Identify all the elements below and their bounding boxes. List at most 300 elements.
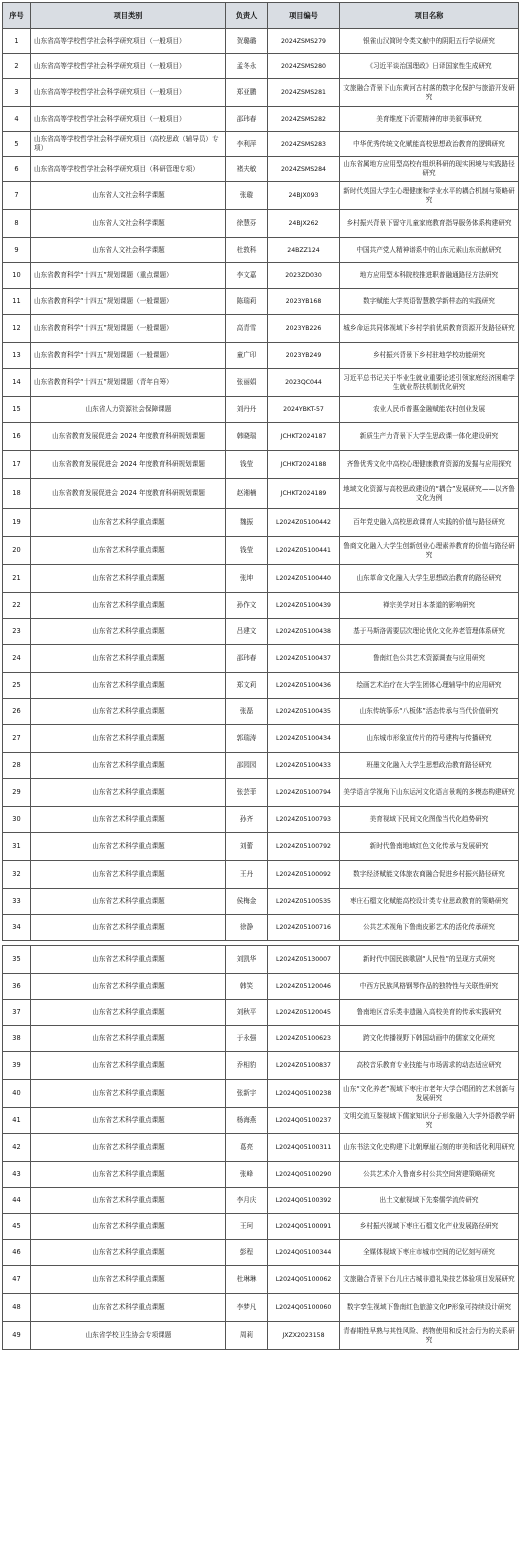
- row-number-cell: 32: [3, 861, 31, 889]
- row-number-cell: 24: [3, 645, 31, 673]
- project-name-cell: 绘画艺术治疗在大学生团体心理辅导中的应用研究: [340, 673, 519, 699]
- leader-cell: 王珂: [226, 1214, 268, 1240]
- table-row: [3, 807, 519, 833]
- leader-cell: 王丹: [226, 861, 268, 889]
- category-cell: 山东省艺术科学重点课题: [31, 1108, 226, 1134]
- category-cell: 山东省学校卫生协会专项课题: [31, 1322, 226, 1350]
- code-cell: JCHKT2024189: [268, 479, 340, 509]
- category-cell: 山东省艺术科学重点课题: [31, 619, 226, 645]
- category-cell: 山东省教育科学“十四五”规划课题（一般课题）: [31, 315, 226, 343]
- category-cell: 山东省高等学校哲学社会科学研究项目（一般项目）: [31, 79, 226, 107]
- category-cell: 山东省高等学校哲学社会科学研究项目（一般项目）: [31, 107, 226, 132]
- row-number-cell: 27: [3, 725, 31, 753]
- code-cell: L2024Z05120046: [268, 974, 340, 1000]
- category-cell: 山东省艺术科学重点课题: [31, 537, 226, 565]
- leader-cell: 张磊: [226, 699, 268, 725]
- row-number-cell: 28: [3, 753, 31, 779]
- table-row: [3, 451, 519, 479]
- leader-cell: 韩笑: [226, 974, 268, 1000]
- code-cell: L2024Z05100535: [268, 889, 340, 915]
- category-cell: 山东省艺术科学重点课题: [31, 974, 226, 1000]
- code-cell: L2024Q05100238: [268, 1080, 340, 1108]
- table-row: [3, 369, 519, 397]
- table-row: [3, 1000, 519, 1026]
- leader-cell: 陈瑞莉: [226, 289, 268, 315]
- code-cell: L2024Q05100392: [268, 1188, 340, 1214]
- code-cell: L2024Z05100793: [268, 807, 340, 833]
- leader-cell: 杨海燕: [226, 1108, 268, 1134]
- category-cell: 山东省教育科学“十四五”规划课题（一般课题）: [31, 289, 226, 315]
- table-row: [3, 1026, 519, 1052]
- row-number-cell: 33: [3, 889, 31, 915]
- table-row: [3, 753, 519, 779]
- leader-cell: 彭程: [226, 1240, 268, 1266]
- code-cell: L2024Z05100794: [268, 779, 340, 807]
- header-leader: 负责人: [226, 3, 268, 29]
- code-cell: L2024Z05100433: [268, 753, 340, 779]
- row-number-cell: 48: [3, 1294, 31, 1322]
- leader-cell: 孟冬永: [226, 54, 268, 79]
- table-row: [3, 699, 519, 725]
- row-number-cell: 13: [3, 343, 31, 369]
- code-cell: L2024Q05100311: [268, 1134, 340, 1162]
- code-cell: L2024Z05100435: [268, 699, 340, 725]
- code-cell: L2024Q05100290: [268, 1162, 340, 1188]
- code-cell: 2023YB168: [268, 289, 340, 315]
- code-cell: L2024Z05100442: [268, 509, 340, 537]
- project-name-cell: 班墨文化融入大学生思想政治教育路径研究: [340, 753, 519, 779]
- table-row: [3, 537, 519, 565]
- leader-cell: 孙作文: [226, 593, 268, 619]
- code-cell: L2024Z05100437: [268, 645, 340, 673]
- table-row: [3, 1294, 519, 1322]
- row-number-cell: 14: [3, 369, 31, 397]
- code-cell: L2024Z05100440: [268, 565, 340, 593]
- row-number-cell: 1: [3, 29, 31, 54]
- category-cell: 山东省艺术科学重点课题: [31, 1052, 226, 1080]
- table-row: [3, 974, 519, 1000]
- table-row: [3, 1240, 519, 1266]
- leader-cell: 张新宇: [226, 1080, 268, 1108]
- code-cell: 2023QC044: [268, 369, 340, 397]
- code-cell: 24BJX093: [268, 182, 340, 210]
- table-row: [3, 54, 519, 79]
- table-row: [3, 1134, 519, 1162]
- category-cell: 山东省人文社会科学课题: [31, 182, 226, 210]
- leader-cell: 李月庆: [226, 1188, 268, 1214]
- project-name-cell: 枣庄石榴文化赋能高校设计类专业思政教育的策略研究: [340, 889, 519, 915]
- leader-cell: 刘丹丹: [226, 397, 268, 423]
- leader-cell: 刘蕾: [226, 833, 268, 861]
- project-name-cell: 中国共产党人精神谱系中的山东元素山东贡献研究: [340, 238, 519, 263]
- project-name-cell: 农业人民币普惠金融赋能农村创业发展: [340, 397, 519, 423]
- category-cell: 山东省艺术科学重点课题: [31, 1294, 226, 1322]
- project-name-cell: 文旅融合背景下台儿庄古城非遗礼染技艺体验项目发展研究: [340, 1266, 519, 1294]
- table-row: [3, 673, 519, 699]
- category-cell: 山东省艺术科学重点课题: [31, 1000, 226, 1026]
- table-row: [3, 861, 519, 889]
- leader-cell: 张璇: [226, 182, 268, 210]
- row-number-cell: 2: [3, 54, 31, 79]
- leader-cell: 李利萍: [226, 132, 268, 157]
- project-name-cell: 乡村振兴背景下留守儿童家庭教育指导服务体系构建研究: [340, 210, 519, 238]
- project-name-cell: 山东书法文化史构建下北朝摩崖石刻的审美和活化利用研究: [340, 1134, 519, 1162]
- table-row: [3, 263, 519, 289]
- table-row: [3, 132, 519, 157]
- leader-cell: 邵玮春: [226, 107, 268, 132]
- category-cell: 山东省高等学校哲学社会科学研究项目（一般项目）: [31, 54, 226, 79]
- leader-cell: 吕建文: [226, 619, 268, 645]
- table-row: [3, 915, 519, 941]
- code-cell: L2024Q05100062: [268, 1266, 340, 1294]
- table-row: [3, 182, 519, 210]
- category-cell: 山东省艺术科学重点课题: [31, 946, 226, 974]
- code-cell: L2024Z05100439: [268, 593, 340, 619]
- project-name-cell: 新时代英国大学生心理健康和学业水平的耦合机制与策略研究: [340, 182, 519, 210]
- project-name-cell: 美育视域下民间文化图像当代化趋势研究: [340, 807, 519, 833]
- row-number-cell: 38: [3, 1026, 31, 1052]
- table-row: [3, 1266, 519, 1294]
- leader-cell: 侯梅金: [226, 889, 268, 915]
- row-number-cell: 15: [3, 397, 31, 423]
- row-number-cell: 12: [3, 315, 31, 343]
- leader-cell: 徐静: [226, 915, 268, 941]
- code-cell: L2024Q05100237: [268, 1108, 340, 1134]
- code-cell: L2024Z05100837: [268, 1052, 340, 1080]
- leader-cell: 郑亚鹏: [226, 79, 268, 107]
- category-cell: 山东省高等学校哲学社会科学研究项目（高校思政（辅导员）专项）: [31, 132, 226, 157]
- row-number-cell: 49: [3, 1322, 31, 1350]
- row-number-cell: 46: [3, 1240, 31, 1266]
- table-row: [3, 29, 519, 54]
- code-cell: 2024ZSMS279: [268, 29, 340, 54]
- project-name-cell: 鲁南红色公共艺术资源调查与应用研究: [340, 645, 519, 673]
- code-cell: JCHKT2024187: [268, 423, 340, 451]
- project-name-cell: 城乡命运共同体视域下乡村学前优质教育资源开发路径研究: [340, 315, 519, 343]
- code-cell: L2024Z05100092: [268, 861, 340, 889]
- code-cell: 2024ZSMS280: [268, 54, 340, 79]
- table-row: [3, 833, 519, 861]
- category-cell: 山东省艺术科学重点课题: [31, 673, 226, 699]
- project-name-cell: 银雀山汉简时令类文献中的阴阳五行学说研究: [340, 29, 519, 54]
- category-cell: 山东省艺术科学重点课题: [31, 1134, 226, 1162]
- code-cell: L2024Q05100344: [268, 1240, 340, 1266]
- row-number-cell: 25: [3, 673, 31, 699]
- row-number-cell: 36: [3, 974, 31, 1000]
- table-row: [3, 1052, 519, 1080]
- leader-cell: 童广印: [226, 343, 268, 369]
- project-name-cell: 基于马斯洛需要层次理论优化文化养老管理体系研究: [340, 619, 519, 645]
- table-row: [3, 1080, 519, 1108]
- project-name-cell: 禅宗美学对日本茶道的影响研究: [340, 593, 519, 619]
- project-name-cell: 习近平总书记关于毕业生就业重要论述引领家庭经济困难学生就业帮扶机制优化研究: [340, 369, 519, 397]
- table-row: [3, 593, 519, 619]
- project-name-cell: 公共艺术视角下鲁南皮影艺术的活化传承研究: [340, 915, 519, 941]
- leader-cell: 高青雪: [226, 315, 268, 343]
- project-name-cell: 新质生产力背景下大学生思政课一体化建设研究: [340, 423, 519, 451]
- project-name-cell: 齐鲁优秀文化中高校心理健康教育资源的发掘与应用探究: [340, 451, 519, 479]
- row-number-cell: 3: [3, 79, 31, 107]
- project-name-cell: 青春期性早熟与其性风险、药物使用和反社会行为的关系研究: [340, 1322, 519, 1350]
- leader-cell: 乔相豹: [226, 1052, 268, 1080]
- category-cell: 山东省艺术科学重点课题: [31, 565, 226, 593]
- leader-cell: 邵园园: [226, 753, 268, 779]
- leader-cell: 张坤: [226, 565, 268, 593]
- category-cell: 山东省艺术科学重点课题: [31, 779, 226, 807]
- leader-cell: 李文嘉: [226, 263, 268, 289]
- leader-cell: 钱莹: [226, 451, 268, 479]
- row-number-cell: 19: [3, 509, 31, 537]
- row-number-cell: 29: [3, 779, 31, 807]
- category-cell: 山东省艺术科学重点课题: [31, 699, 226, 725]
- project-name-cell: 鲁南地区音乐类非遗融入高校美育的传承实践研究: [340, 1000, 519, 1026]
- row-number-cell: 7: [3, 182, 31, 210]
- project-name-cell: 高校音乐教育专业技能与市场需求的动态适应研究: [340, 1052, 519, 1080]
- row-number-cell: 45: [3, 1214, 31, 1240]
- table-header-row: [3, 3, 519, 29]
- category-cell: 山东省艺术科学重点课题: [31, 861, 226, 889]
- leader-cell: 杜敦科: [226, 238, 268, 263]
- code-cell: L2024Z05100438: [268, 619, 340, 645]
- row-number-cell: 5: [3, 132, 31, 157]
- header-code: 项目编号: [268, 3, 340, 29]
- table-row: [3, 946, 519, 974]
- code-cell: L2024Z05100441: [268, 537, 340, 565]
- table-row: [3, 107, 519, 132]
- row-number-cell: 16: [3, 423, 31, 451]
- code-cell: 2023YB249: [268, 343, 340, 369]
- leader-cell: 褚夫敏: [226, 157, 268, 182]
- leader-cell: 张峰: [226, 1162, 268, 1188]
- code-cell: L2024Z05120045: [268, 1000, 340, 1026]
- header-name: 项目名称: [340, 3, 519, 29]
- project-name-cell: 数字赋能大学英语智慧教学新样态的实践研究: [340, 289, 519, 315]
- category-cell: 山东省艺术科学重点课题: [31, 753, 226, 779]
- code-cell: JCHKT2024188: [268, 451, 340, 479]
- leader-cell: 赵湘楠: [226, 479, 268, 509]
- code-cell: L2024Z05130007: [268, 946, 340, 974]
- row-number-cell: 26: [3, 699, 31, 725]
- leader-cell: 邵玮春: [226, 645, 268, 673]
- code-cell: L2024Z05100623: [268, 1026, 340, 1052]
- leader-cell: 张芸菲: [226, 779, 268, 807]
- row-number-cell: 11: [3, 289, 31, 315]
- category-cell: 山东省教育科学“十四五”规划课题（重点课题）: [31, 263, 226, 289]
- leader-cell: 郑文莉: [226, 673, 268, 699]
- row-number-cell: 6: [3, 157, 31, 182]
- table-row: [3, 1322, 519, 1350]
- project-name-cell: 中西方民族风格钢琴作品的独特性与关联性研究: [340, 974, 519, 1000]
- table-row: [3, 79, 519, 107]
- table-row: [3, 645, 519, 673]
- category-cell: 山东省艺术科学重点课题: [31, 509, 226, 537]
- table-body: [3, 29, 519, 1350]
- category-cell: 山东省人力资源社会保障课题: [31, 397, 226, 423]
- table-row: [3, 779, 519, 807]
- project-name-cell: 中华优秀传统文化赋能高校思想政治教育的逻辑研究: [340, 132, 519, 157]
- category-cell: 山东省教育发展促进会 2024 年度教育科研规划课题: [31, 423, 226, 451]
- row-number-cell: 23: [3, 619, 31, 645]
- row-number-cell: 44: [3, 1188, 31, 1214]
- project-name-cell: 乡村振兴背景下乡村驻地学校功能研究: [340, 343, 519, 369]
- table-row: [3, 315, 519, 343]
- project-name-cell: 数字孪生视域下鲁南红色旅游文化IP形象可持续设计研究: [340, 1294, 519, 1322]
- project-name-cell: 《习近平谈治国理政》日译国家性生成研究: [340, 54, 519, 79]
- row-number-cell: 41: [3, 1108, 31, 1134]
- row-number-cell: 9: [3, 238, 31, 263]
- category-cell: 山东省艺术科学重点课题: [31, 1266, 226, 1294]
- table-row: [3, 509, 519, 537]
- leader-cell: 刘凯华: [226, 946, 268, 974]
- row-number-cell: 17: [3, 451, 31, 479]
- leader-cell: 杜琳琳: [226, 1266, 268, 1294]
- leader-cell: 郭瑞涛: [226, 725, 268, 753]
- category-cell: 山东省艺术科学重点课题: [31, 1240, 226, 1266]
- row-number-cell: 8: [3, 210, 31, 238]
- leader-cell: 孙齐: [226, 807, 268, 833]
- code-cell: L2024Q05100060: [268, 1294, 340, 1322]
- header-no: 序号: [3, 3, 31, 29]
- category-cell: 山东省艺术科学重点课题: [31, 915, 226, 941]
- code-cell: L2024Z05100792: [268, 833, 340, 861]
- leader-cell: 葛亮: [226, 1134, 268, 1162]
- project-name-cell: 文旅融合背景下山东黄河古村落的数字化保护与旅游开发研究: [340, 79, 519, 107]
- row-number-cell: 34: [3, 915, 31, 941]
- code-cell: L2024Z05100716: [268, 915, 340, 941]
- table-row: [3, 1108, 519, 1134]
- project-name-cell: 全媒体视域下枣庄市城市空间的记忆刻写研究: [340, 1240, 519, 1266]
- category-cell: 山东省艺术科学重点课题: [31, 1026, 226, 1052]
- category-cell: 山东省教育发展促进会 2024 年度教育科研规划课题: [31, 451, 226, 479]
- project-name-cell: 山东省属地方应用型高校有组织科研的现实困境与实践路径研究: [340, 157, 519, 182]
- table-row: [3, 565, 519, 593]
- category-cell: 山东省艺术科学重点课题: [31, 1214, 226, 1240]
- row-number-cell: 21: [3, 565, 31, 593]
- row-number-cell: 31: [3, 833, 31, 861]
- category-cell: 山东省艺术科学重点课题: [31, 833, 226, 861]
- project-name-cell: 地方应用型本科院校推进职普融通路径方法研究: [340, 263, 519, 289]
- project-name-cell: 跨文化传播视野下韩国动画中的儒家文化研究: [340, 1026, 519, 1052]
- project-name-cell: 新时代鲁南地域红色文化传承与发展研究: [340, 833, 519, 861]
- project-name-cell: 鲁商文化融入大学生创新创业心理素养教育的价值与路径研究: [340, 537, 519, 565]
- code-cell: L2024Z05100436: [268, 673, 340, 699]
- leader-cell: 张丽娟: [226, 369, 268, 397]
- leader-cell: 李梦凡: [226, 1294, 268, 1322]
- project-name-cell: 地域文化资源与高校思政建设的“耦合”发展研究——以齐鲁文化为例: [340, 479, 519, 509]
- code-cell: 24BJX262: [268, 210, 340, 238]
- leader-cell: 周莉: [226, 1322, 268, 1350]
- table-row: [3, 238, 519, 263]
- category-cell: 山东省艺术科学重点课题: [31, 807, 226, 833]
- category-cell: 山东省高等学校哲学社会科学研究项目（科研管理专项）: [31, 157, 226, 182]
- project-name-cell: 山东革命文化融入大学生思想政治教育的路径研究: [340, 565, 519, 593]
- project-name-cell: 山东“文化养老”视域下枣庄市老年大学合唱团的艺术创新与发展研究: [340, 1080, 519, 1108]
- leader-cell: 魏振: [226, 509, 268, 537]
- category-cell: 山东省教育科学“十四五”规划课题（青年自筹）: [31, 369, 226, 397]
- project-name-cell: 美育维度下沂蒙精神的审美叙事研究: [340, 107, 519, 132]
- category-cell: 山东省教育发展促进会 2024 年度教育科研规划课题: [31, 479, 226, 509]
- header-category: 项目类别: [31, 3, 226, 29]
- table-row: [3, 397, 519, 423]
- leader-cell: 钱莹: [226, 537, 268, 565]
- leader-cell: 刘秋平: [226, 1000, 268, 1026]
- project-name-cell: 文明交流互鉴视域下儒家知识分子形象融入大学外语教学研究: [340, 1108, 519, 1134]
- table-row: [3, 423, 519, 451]
- row-number-cell: 43: [3, 1162, 31, 1188]
- table-row: [3, 1214, 519, 1240]
- table-row: [3, 157, 519, 182]
- category-cell: 山东省人文社会科学课题: [31, 238, 226, 263]
- project-name-cell: 山东城市形象宣传片的符号建构与传播研究: [340, 725, 519, 753]
- project-name-cell: 公共艺术介入鲁南乡村公共空间营建策略研究: [340, 1162, 519, 1188]
- leader-cell: 贺璐璐: [226, 29, 268, 54]
- category-cell: 山东省教育科学“十四五”规划课题（一般课题）: [31, 343, 226, 369]
- table-row: [3, 619, 519, 645]
- project-name-cell: 数字经济赋能文体旅农商融合促进乡村振兴路径研究: [340, 861, 519, 889]
- row-number-cell: 42: [3, 1134, 31, 1162]
- category-cell: 山东省艺术科学重点课题: [31, 725, 226, 753]
- table-row: [3, 479, 519, 509]
- category-cell: 山东省艺术科学重点课题: [31, 593, 226, 619]
- code-cell: 2024ZSMS284: [268, 157, 340, 182]
- code-cell: 24BZZ124: [268, 238, 340, 263]
- row-number-cell: 40: [3, 1080, 31, 1108]
- row-number-cell: 20: [3, 537, 31, 565]
- category-cell: 山东省艺术科学重点课题: [31, 1080, 226, 1108]
- row-number-cell: 22: [3, 593, 31, 619]
- category-cell: 山东省艺术科学重点课题: [31, 1188, 226, 1214]
- leader-cell: 徐慧芬: [226, 210, 268, 238]
- row-number-cell: 37: [3, 1000, 31, 1026]
- leader-cell: 于永强: [226, 1026, 268, 1052]
- leader-cell: 韩晓瑞: [226, 423, 268, 451]
- table-row: [3, 889, 519, 915]
- table-row: [3, 725, 519, 753]
- code-cell: 2024ZSMS282: [268, 107, 340, 132]
- row-number-cell: 30: [3, 807, 31, 833]
- table-row: [3, 1162, 519, 1188]
- project-name-cell: 出土文献视域下先秦儒学流传研究: [340, 1188, 519, 1214]
- project-name-cell: 乡村振兴视域下枣庄石榴文化产业发展路径研究: [340, 1214, 519, 1240]
- table-row: [3, 1188, 519, 1214]
- code-cell: 2024ZSMS281: [268, 79, 340, 107]
- code-cell: 2023ZD030: [268, 263, 340, 289]
- row-number-cell: 4: [3, 107, 31, 132]
- table-row: [3, 343, 519, 369]
- code-cell: 2024ZSMS283: [268, 132, 340, 157]
- row-number-cell: 10: [3, 263, 31, 289]
- row-number-cell: 18: [3, 479, 31, 509]
- category-cell: 山东省高等学校哲学社会科学研究项目（一般项目）: [31, 29, 226, 54]
- row-number-cell: 39: [3, 1052, 31, 1080]
- code-cell: 2024YBKT-57: [268, 397, 340, 423]
- category-cell: 山东省艺术科学重点课题: [31, 645, 226, 673]
- project-name-cell: 美学语言学视角下山东运河文化语言景观的多模态构建研究: [340, 779, 519, 807]
- project-name-cell: 新时代中国民族歌剧“人民性”的呈现方式研究: [340, 946, 519, 974]
- table-row: [3, 210, 519, 238]
- code-cell: 2023YB226: [268, 315, 340, 343]
- row-number-cell: 35: [3, 946, 31, 974]
- code-cell: L2024Z05100434: [268, 725, 340, 753]
- project-name-cell: 百年党史融入高校思政课育人实践的价值与路径研究: [340, 509, 519, 537]
- code-cell: L2024Q05100091: [268, 1214, 340, 1240]
- category-cell: 山东省艺术科学重点课题: [31, 1162, 226, 1188]
- code-cell: JXZX2023158: [268, 1322, 340, 1350]
- project-name-cell: 山东传统筝乐“八板体”活态传承与当代价值研究: [340, 699, 519, 725]
- project-table: [2, 2, 519, 1350]
- table-row: [3, 289, 519, 315]
- category-cell: 山东省艺术科学重点课题: [31, 889, 226, 915]
